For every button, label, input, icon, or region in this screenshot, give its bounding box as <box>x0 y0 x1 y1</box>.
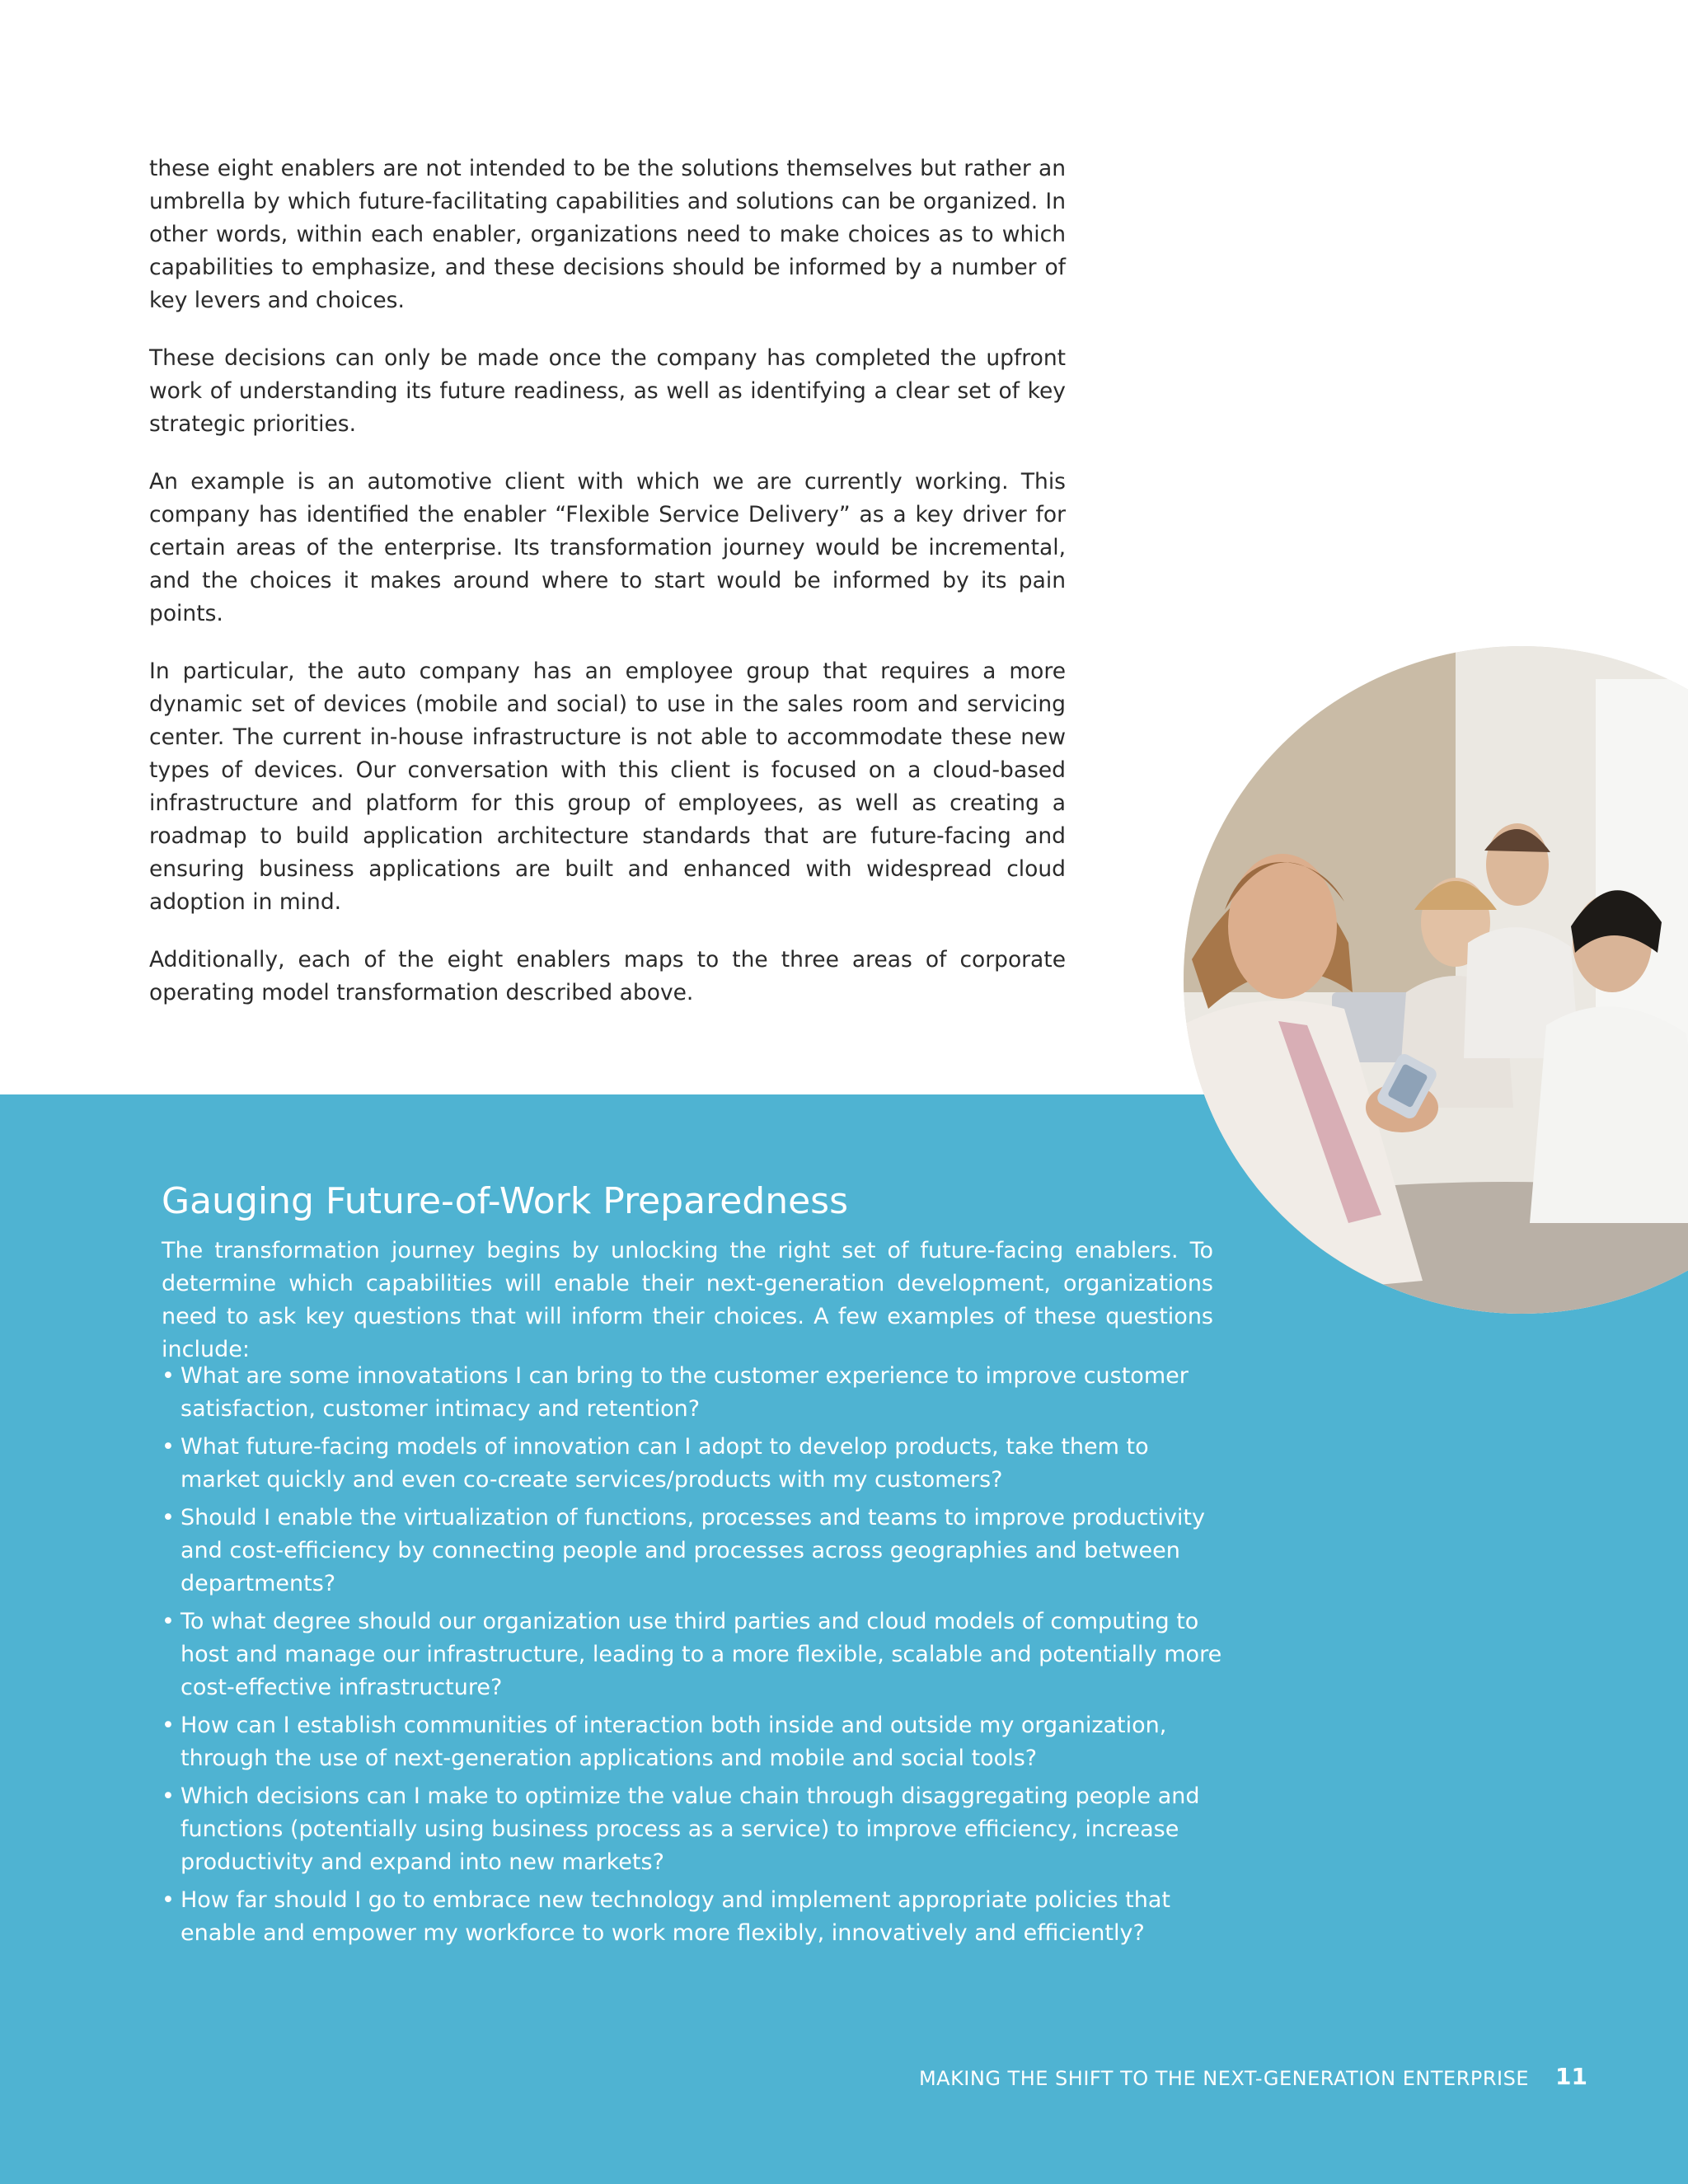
question-item <box>162 1605 1225 1704</box>
sidebar-title: Gauging Future-of-Work Preparedness <box>162 1180 848 1222</box>
sidebar-intro: The transformation journey begins by unlocking the right set of future-facing enablers. To determine which capabilities will enable their next-generation development, organizations need to ask key questions that will inform their choices. A few examples of these questions include: <box>162 1238 1213 1362</box>
question-item <box>162 1502 1225 1601</box>
question-item <box>162 1431 1225 1497</box>
body-text <box>149 152 1066 1034</box>
question-text: How far should I go to embrace new technology and implement appropriate policies that enable and empower my workforce to work more flexibly, innovatively and efficiently? <box>181 1887 1170 1946</box>
question-text: What future-facing models of innovation can I adopt to develop products, take them to market quickly and even co-create services/products with my customers? <box>181 1434 1149 1493</box>
question-text: How can I establish communities of interaction both inside and outside my organization, through the use of next-generation applications and mobile and social tools? <box>181 1713 1167 1771</box>
question-text: What are some innovatations I can bring to the customer experience to improve customer satisfaction, customer intimacy and retention? <box>181 1363 1189 1422</box>
question-item <box>162 1884 1225 1950</box>
bullet-icon: • <box>162 1363 175 1389</box>
question-text: Which decisions can I make to optimize the value chain through disaggregating people and functions (potentially using business process as a service) to improve efficiency, increase productivity and expand into new markets? <box>181 1783 1200 1875</box>
question-text: To what degree should our organization use third parties and cloud models of computing to host and manage our infrastructure, leading to a more flexible, scalable and potentially more cost-effective infrastructure? <box>181 1609 1222 1700</box>
body-paragraph-2: These decisions can only be made once the company has completed the upfront work of understanding its future readiness, as well as identifying a clear set of key strategic priorities. <box>149 345 1066 437</box>
page-number: 11 <box>1555 2063 1587 2090</box>
body-paragraph-4: In particular, the auto company has an employee group that requires a more dynamic set of devices (mobile and social) to use in the sales room and servicing center. The current in-house infrastructure is not able to accommodate these new types of devices. Our conversation with this client is focused on a cloud-based infrastructure and platform for this group of employees, as well as creating a roadmap to build application architecture standards that are future-facing and ensuring business applications are built and enhanced with widespread cloud adoption in mind. <box>149 658 1066 915</box>
body-paragraph-1: these eight enablers are not intended to be the solutions themselves but rather an umbrella by which future-facilitating capabilities and solutions can be organized. In other words, within each enabler, organizations need to make choices as to which capabilities to emphasize, and these decisions should be informed by a number of key levers and choices. <box>149 156 1066 313</box>
bullet-icon: • <box>162 1887 175 1913</box>
bullet-icon: • <box>162 1434 175 1460</box>
footer-title: MAKING THE SHIFT TO THE NEXT-GENERATION ENTERPRISE <box>918 2067 1529 2090</box>
question-item <box>162 1780 1225 1879</box>
question-item <box>162 1709 1225 1775</box>
question-list <box>162 1360 1225 1955</box>
bullet-icon: • <box>162 1609 175 1634</box>
bullet-icon: • <box>162 1783 175 1809</box>
bullet-icon: • <box>162 1713 175 1738</box>
bullet-icon: • <box>162 1505 175 1530</box>
question-text: Should I enable the virtualization of functions, processes and teams to improve productivity and cost-efficiency by connecting people and processes across geographies and between departments? <box>181 1505 1205 1596</box>
body-paragraph-3: An example is an automotive client with which we are currently working. This company has identified the enabler “Flexible Service Delivery” as a key driver for certain areas of the enterprise. Its transformation journey would be incremental, and the choices it makes around where to start would be informed by its pain points. <box>149 469 1066 626</box>
body-paragraph-5: Additionally, each of the eight enablers maps to the three areas of corporate operating model transformation described above. <box>149 947 1066 1005</box>
question-item <box>162 1360 1225 1426</box>
